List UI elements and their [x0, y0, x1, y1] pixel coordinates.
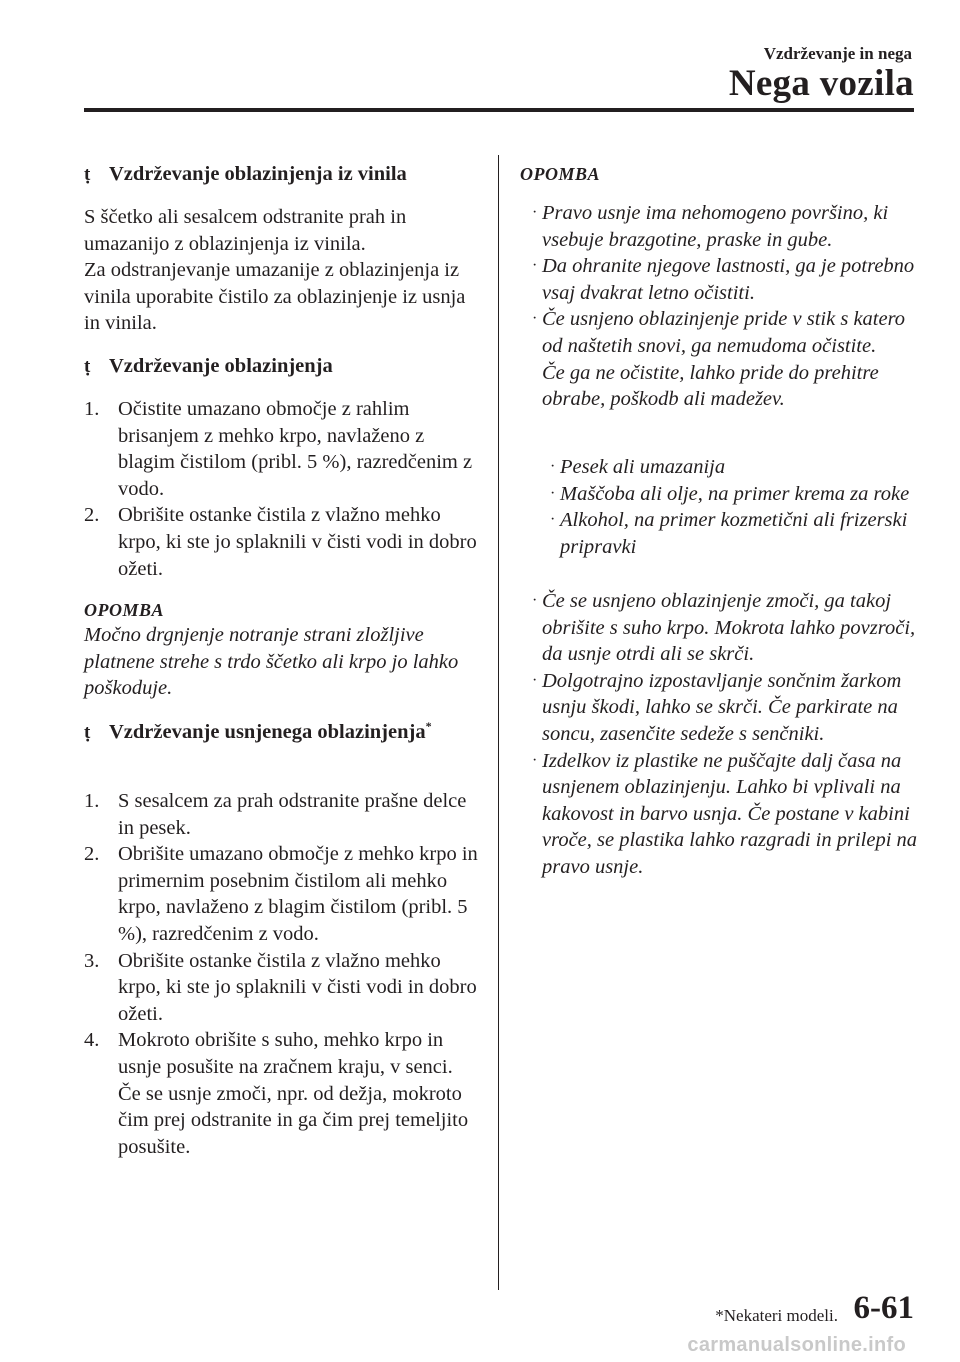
footnote: *Nekateri modeli.: [715, 1306, 838, 1325]
section-marker-icon: ṭ: [84, 722, 91, 743]
column-divider: [498, 155, 499, 1290]
page-title: Nega vozila: [728, 63, 914, 104]
note-bullets-a: [532, 200, 920, 413]
list-item: · Če usnjeno oblazinjenje pride v stik s katero od naštetih snovi, ga nemudoma očistite. Če ga ne očistite, lahko pride do prehitre obrabe, poškodb ali madežev.: [532, 308, 906, 411]
list-item: 2. Obrišite ostanke čistila z vlažno mehko krpo, ki ste jo splaknili v čisti vodi in dobro ožeti.: [84, 504, 477, 580]
note-label: OPOMBA: [84, 600, 165, 620]
list-item: 1. Očistite umazano območje z rahlim brisanjem z mehko krpo, navlaženo z blagim čistilom (pribl. 5 %), razredčenim z vodo.: [84, 398, 473, 500]
list-item: · Maščoba ali olje, na primer krema za roke: [550, 482, 910, 505]
paragraph-text: S ščetko ali sesalcem odstranite prah in umazanijo z oblazinjenja iz vinila.: [84, 206, 407, 255]
paragraph-text: Za odstranjevanje umazanije z oblazinjenja iz vinila uporabite čistilo za oblazinjenje iz usnja in vinila.: [84, 259, 466, 335]
section-marker-icon: ṭ: [84, 356, 91, 377]
section-heading-leather: ṭ Vzdrževanje usnjenega oblazinjenja*: [84, 718, 432, 746]
section-heading-upholstery: ṭ Vzdrževanje oblazinjenja: [84, 352, 333, 380]
list-item: 2. Obrišite umazano območje z mehko krpo in primernim posebnim čistilom ali mehko krpo, navlaženo z blagim čistilom (pribl. 5 %), razredčenim z vodo.: [84, 843, 478, 945]
note-sub-bullets: [550, 454, 920, 560]
list-item: · Če se usnjeno oblazinjenje zmoči, ga takoj obrišite s suho krpo. Mokrota lahko povzroči, da usnje otrdi ali se skrči.: [532, 590, 916, 666]
list-item: · Pesek ali umazanija: [550, 456, 726, 478]
list-item: · Da ohranite njegove lastnosti, ga je potrebno vsaj dvakrat letno očistiti.: [532, 255, 915, 304]
watermark: carmanualsonline.info: [687, 1334, 906, 1356]
list-item: · Izdelkov iz plastike ne puščajte dalj časa na usnjenem oblazinjenju. Lahko bi vplivali na kakovost in barvo usnja. Če postane v kabini vroče, se plastika lahko razgradi in prilepi na pravo usnje.: [532, 749, 918, 878]
list-item: 3. Obrišite ostanke čistila z vlažno mehko krpo, ki ste jo splaknili v čisti vodi in dobro ožeti.: [84, 949, 477, 1025]
header-rule: [84, 108, 914, 112]
note-bullets-b: [532, 588, 920, 881]
note-text: Močno drgnjenje notranje strani zložljive platnene strehe s trdo ščetko ali krpo jo lahko poškoduje.: [84, 624, 459, 700]
section-marker-icon: ṭ: [84, 164, 91, 185]
page-number: 6-61: [853, 1290, 914, 1326]
list-item: 4. Mokroto obrišite s suho, mehko krpo in usnje posušite na zračnem kraju, v senci. Če se usnje zmoči, npr. od dežja, mokroto čim prej odstranite in ga čim prej temeljito posušite.: [84, 1029, 469, 1158]
list-item: · Dolgotrajno izpostavljanje sončnim žarkom usnju škodi, lahko se skrči. Če parkirate na soncu, zasenčite sedeže s senčniki.: [532, 669, 902, 745]
list-item: · Alkohol, na primer kozmetični ali frizerski pripravki: [550, 509, 908, 558]
list-item: 1. S sesalcem za prah odstranite prašne delce in pesek.: [84, 790, 467, 839]
header-section: Vzdrževanje in nega: [763, 44, 912, 63]
section-heading-vinyl: ṭ Vzdrževanje oblazinjenja iz vinila: [84, 160, 407, 188]
list-item: · Pravo usnje ima nehomogeno površino, ki vsebuje brazgotine, praske in gube.: [532, 202, 889, 251]
paragraph-vinyl: [84, 204, 480, 337]
steps-leather: [84, 788, 480, 1160]
note-label: OPOMBA: [520, 164, 601, 184]
steps-upholstery: [84, 396, 480, 582]
